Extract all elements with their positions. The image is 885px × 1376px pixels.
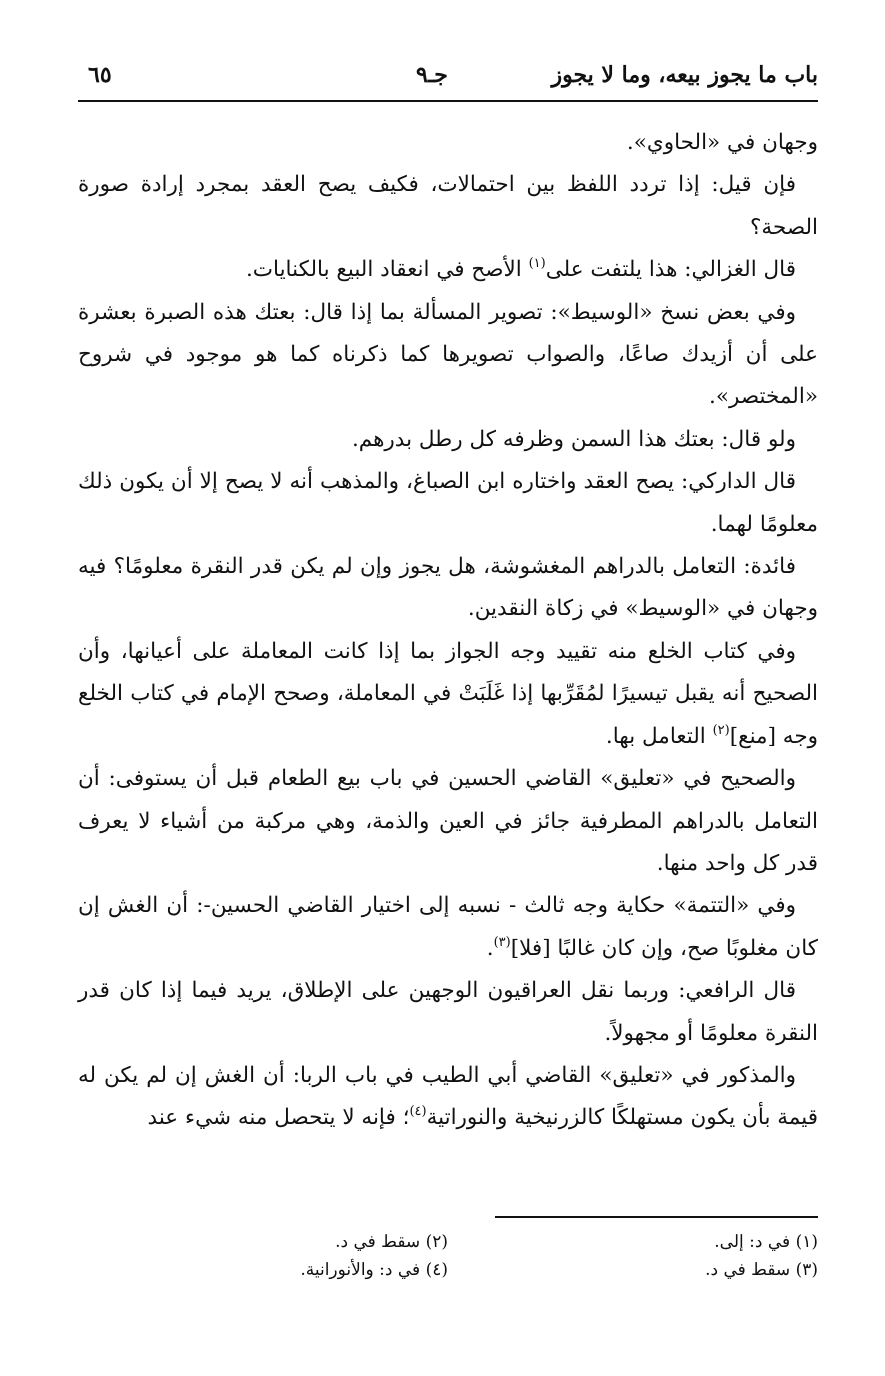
paragraph: [78, 1055, 818, 1140]
footnote-marker: (٢): [712, 722, 730, 738]
main-text: [78, 122, 818, 1140]
footnote-text: سقط في د.: [705, 1260, 791, 1280]
paragraph: قال الداركي: يصح العقد واختاره ابن الصباغ، والمذهب أنه لا يصح إلا أن يكون ذلك معلومًا لهما.: [78, 469, 818, 537]
header-rule: [78, 100, 818, 102]
paragraph-text: الأصح في انعقاد البيع بالكنايات.: [245, 257, 529, 283]
footnote-row: [78, 1256, 818, 1284]
footnote-text: سقط في د.: [335, 1232, 421, 1252]
paragraph-text: التعامل بها.: [605, 723, 713, 749]
footnote-4: [300, 1256, 448, 1284]
page-number: ٦٥: [88, 62, 112, 88]
footnote-text: في د: إلى.: [714, 1232, 791, 1252]
paragraph: وجهان في «الحاوي».: [626, 130, 818, 155]
paragraph-text: والمذكور في «تعليق» القاضي أبي الطيب في باب الربا: أن الغش إن لم يكن له قيمة بأن يكون مستهلكًا كالزرنيخية والنوراتية: [78, 1062, 818, 1131]
footnotes: [78, 1228, 818, 1284]
paragraph: [78, 249, 818, 291]
footnote-number: (٤): [425, 1260, 448, 1280]
running-header: [78, 58, 818, 98]
paragraph: فائدة: التعامل بالدراهم المغشوشة، هل يجوز وإن لم يكن قدر النقرة معلومًا؟ فيه وجهان في «الوسيط» في زكاة النقدين.: [78, 554, 818, 622]
paragraph: ولو قال: بعتك هذا السمن وظرفه كل رطل بدرهم.: [351, 426, 796, 452]
paragraph: [78, 631, 818, 758]
paragraph-text: وفي كتاب الخلع منه تقييد وجه الجواز بما إذا كانت المعاملة على أعيانها، وأن الصحيح أنه يقبل تيسيرًا لمُقَرِّبها إذا غَلَبَتْ في المعاملة، وصحح الإمام في كتاب الخلع وجه [منع]: [78, 638, 818, 749]
footnote-1: [714, 1228, 818, 1256]
paragraph-text: .: [486, 935, 494, 961]
footnote-marker: (٣): [493, 934, 511, 950]
chapter-title: باب ما يجوز بيعه، وما لا يجوز: [551, 62, 818, 88]
footnote-number: (٣): [795, 1260, 818, 1280]
footnote-row: [78, 1228, 818, 1256]
footnote-number: (١): [795, 1232, 818, 1252]
paragraph: وفي بعض نسخ «الوسيط»: تصوير المسألة بما إذا قال: بعتك هذه الصبرة بعشرة على أن أزيدك صاعًا، والصواب تصويرها كما ذكرناه كما هو موجود في شروح «المختصر».: [78, 299, 818, 410]
paragraph: قال الرافعي: وربما نقل العراقيون الوجهين على الإطلاق، يريد فيما إذا كان قدر النقرة معلومًا أو مجهولاً.: [78, 978, 818, 1046]
paragraph: والصحيح في «تعليق» القاضي الحسين في باب بيع الطعام قبل أن يستوفى: أن التعامل بالدراهم المطرفية جائز في العين والذمة، وهي مركبة من أشياء لا يعرف قدر كل واحد منها.: [78, 766, 818, 876]
paragraph: فإن قيل: إذا تردد اللفظ بين احتمالات، فكيف يصح العقد بمجرد إرادة صورة الصحة؟: [78, 172, 818, 240]
footnote-3: [705, 1256, 818, 1284]
footnote-marker: (١): [528, 256, 546, 272]
volume-number: جـ٩: [416, 62, 448, 88]
footnote-rule: [495, 1216, 818, 1218]
footnote-number: (٢): [425, 1232, 448, 1252]
paragraph: [78, 885, 818, 970]
footnote-2: [335, 1228, 448, 1256]
paragraph-text: قال الغزالي: هذا يلتفت على: [545, 257, 796, 283]
paragraph-text: ؛ فإنه لا يتحصل منه شيء عند: [147, 1105, 410, 1131]
footnote-marker: (٤): [409, 1104, 427, 1120]
paragraph-text: وفي «التتمة» حكاية وجه ثالث - نسبه إلى اختيار القاضي الحسين-: أن الغش إن كان مغلوبًا صح، وإن كان غالبًا [فلا]: [78, 893, 818, 961]
footnote-text: في د: والأنورانية.: [300, 1260, 421, 1280]
